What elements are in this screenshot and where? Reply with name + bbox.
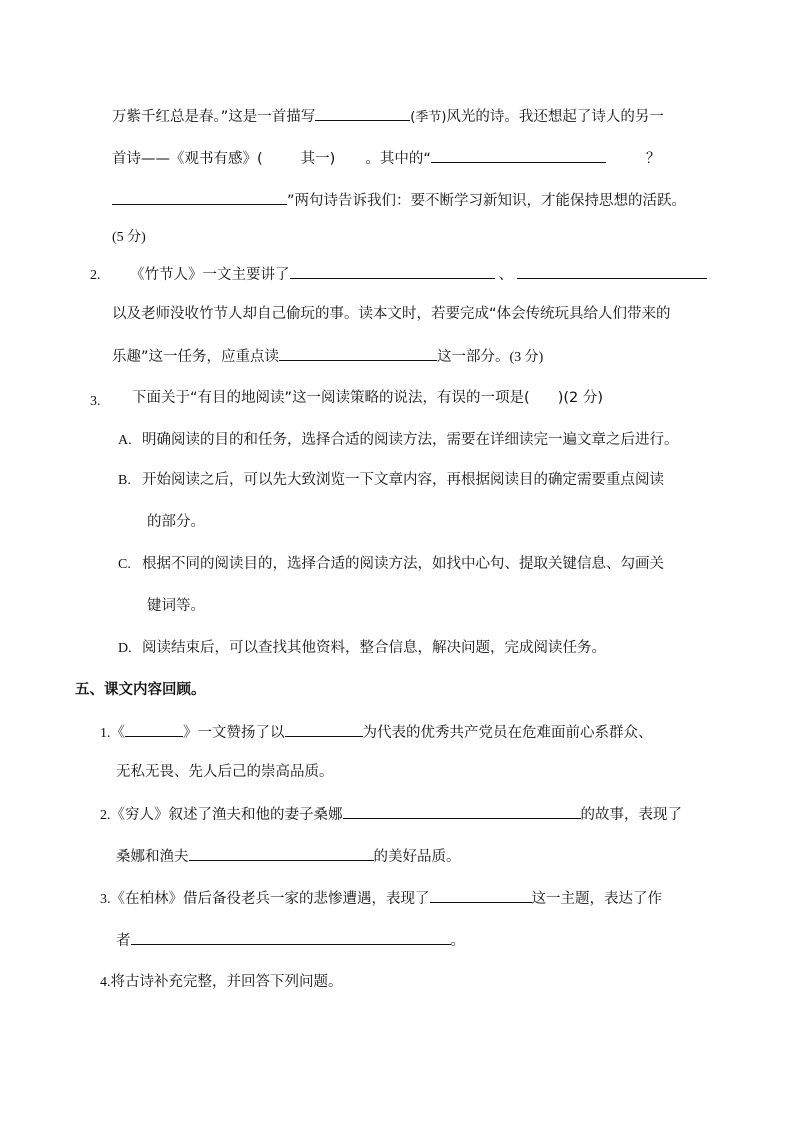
text: 者: [116, 933, 131, 949]
option-c[interactable]: [118, 554, 664, 575]
question-mark: ？: [645, 151, 661, 167]
text: 乐趣”这一任务，应重点读: [112, 349, 280, 365]
option-text: 根据不同的阅读目的，选择合适的阅读方法，如找中心句、提取关键信息、勾画关: [142, 556, 664, 572]
text: 的故事，表现了: [580, 807, 682, 823]
text: 其一): [300, 151, 336, 167]
poem-blank-1[interactable]: [431, 148, 606, 163]
s5-q2-line2: [116, 846, 461, 867]
story-blank-2[interactable]: [517, 264, 707, 279]
s5-q3-line1: [100, 888, 662, 910]
q3-stem: [132, 388, 603, 408]
q2-line2: [112, 304, 671, 324]
option-text: 阅读结束后，可以查找其他资料，整合信息，解决问题，完成阅读任务。: [142, 640, 606, 656]
s5-q4-line1: [100, 972, 343, 993]
text: 。: [450, 933, 465, 949]
q2-score: (3 分): [509, 350, 544, 365]
text: 《竹节人》一文主要讲了: [130, 267, 290, 283]
text: 下面关于“有目的地阅读”这一阅读策略的说法，有误的一项是(: [132, 390, 530, 406]
hero-blank[interactable]: [285, 722, 363, 737]
option-a[interactable]: [118, 430, 679, 451]
s5-q2-line1: [100, 804, 682, 826]
text: 这一部分。: [437, 349, 510, 365]
text: 以及老师没收竹节人却自己偷玩的事。读本文时，若要完成“体会传统玩具给人们带来的: [112, 306, 671, 322]
title-blank[interactable]: [125, 722, 183, 737]
option-text: 明确阅读的目的和任务，选择合适的阅读方法，需要在详细读完一遍文章之后进行。: [142, 432, 679, 448]
option-c-cont: 键词等。: [147, 598, 205, 614]
text: 、: [498, 267, 513, 283]
story-blank-1[interactable]: [290, 264, 495, 279]
q1-line2: [112, 148, 660, 169]
text: 《在柏林》借后备役老兵一家的悲惨遭遇，表现了: [110, 891, 430, 907]
option-text: 开始阅读之后，可以先大致浏览一下文章内容，再根据阅读目的确定需要重点阅读: [142, 472, 664, 488]
season-blank[interactable]: [315, 106, 410, 121]
poem-blank-2[interactable]: [112, 190, 287, 205]
text: 风光的诗。我还想起了诗人的另一: [446, 109, 664, 125]
option-b[interactable]: [118, 470, 664, 491]
q3-number: 3.: [90, 394, 101, 409]
s5-q1-line2: 无私无畏、先人后己的崇高品质。: [116, 764, 334, 780]
option-letter: A.: [118, 433, 132, 448]
s5-q4-number: 4.: [100, 975, 111, 990]
option-b-cont: 的部分。: [147, 514, 205, 530]
s5-q1-number: 1.: [100, 726, 111, 741]
s5-q3-line2: [116, 930, 465, 951]
option-d[interactable]: [118, 638, 606, 659]
s5-q1-line1: [100, 722, 653, 744]
option-letter: D.: [118, 641, 132, 656]
s5-q3-number: 3.: [100, 892, 111, 907]
text: 桑娜和渔夫: [116, 849, 189, 865]
text: 《: [110, 725, 125, 741]
text: 这一主题，表达了作: [531, 891, 662, 907]
quality-blank[interactable]: [189, 846, 374, 861]
text: )(2 分): [557, 390, 603, 406]
q1-line1: [112, 106, 664, 128]
text: 万紫千红总是春。”这是一首描写: [112, 109, 316, 125]
q1-score: (5 分): [112, 230, 146, 245]
q1-line3: [112, 190, 686, 211]
text: 》一文赞扬了以: [183, 725, 285, 741]
part-blank[interactable]: [279, 346, 437, 361]
s5-q2-number: 2.: [100, 808, 111, 823]
text: 的美好品质。: [373, 849, 461, 865]
text: 为代表的优秀共产党员在危难面前心系群众、: [362, 725, 653, 741]
theme-blank[interactable]: [430, 888, 532, 903]
season-hint: (季节): [410, 110, 447, 125]
section5-heading: 五、课文内容回顾。: [75, 682, 206, 698]
q2-line3: [112, 346, 543, 368]
text: 《穷人》叙述了渔夫和他的妻子桑娜: [110, 807, 343, 823]
option-letter: B.: [118, 473, 131, 488]
text: 将古诗补充完整，并回答下列问题。: [110, 974, 343, 990]
text: 首诗——《观书有感》(: [112, 151, 263, 167]
story-blank[interactable]: [343, 804, 581, 819]
option-letter: C.: [118, 557, 131, 572]
q2-number: 2.: [90, 268, 101, 283]
text: ”两句诗告诉我们：要不断学习新知识，才能保持思想的活跃。: [287, 193, 687, 209]
text: 。其中的“: [365, 151, 431, 167]
q2-line1: [130, 264, 707, 285]
feeling-blank[interactable]: [131, 930, 451, 945]
